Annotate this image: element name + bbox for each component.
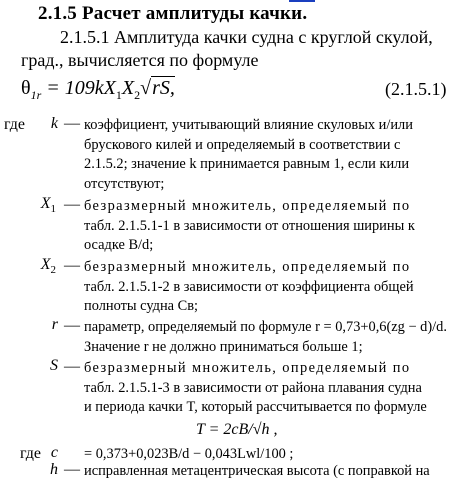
where2-label: где [20, 445, 42, 462]
formula-x2-sub: 2 [134, 88, 141, 102]
def-x2-line-1: безразмерный множитель, определяемый по [84, 259, 411, 275]
symbol-r: r [51, 316, 58, 333]
def-r-line-2: Значение r не должно приниматься больше 1; [84, 339, 363, 355]
def-x2-line-2: табл. 2.1.5.1-2 в зависимости от коэффициента общей [84, 279, 414, 295]
dash: — [64, 115, 80, 132]
period-formula: T = 2cB/√h , [196, 421, 278, 438]
symbol-x1: $X_1$ [40, 195, 56, 216]
def-x1-line-2: табл. 2.1.5.1-1 в зависимости от отношения ширины к [84, 218, 415, 234]
dash: — [64, 196, 80, 213]
symbol-k: k [50, 115, 58, 132]
symbol-s: S [50, 357, 58, 374]
formula-x2: X [121, 77, 135, 99]
symbol-x2: $X_2$ [40, 256, 56, 277]
top-link-mark [289, 0, 315, 2]
def-s-line-3: и периода качки T, который рассчитывается по формуле [84, 399, 427, 415]
main-formula [21, 77, 175, 103]
where-label: где [4, 116, 26, 133]
dash: — [64, 257, 80, 274]
section-title: 2.1.5 Расчет амплитуды качки. [38, 3, 308, 24]
symbol-c: c [50, 444, 58, 461]
formula-x1-sub: 1 [115, 88, 122, 102]
formula-rhs: = 109kX [41, 77, 116, 99]
def-x1-line-3: осадке B/d; [84, 237, 154, 253]
def-h-line-1: исправленная метацентрическая высота (с поправкой на [84, 463, 430, 479]
def-k-line-3: 2.1.5.2; значение k принимается равным 1, если кили [84, 156, 410, 172]
dash: — [64, 317, 80, 334]
def-x2-line-3: полноты судна Cв; [84, 298, 199, 314]
def-k-line-2: брускового килей и определяемый в соответствии с [84, 137, 401, 153]
intro-line-1: 2.1.5.1 Амплитуда качки судна с круглой скулой, [60, 27, 433, 47]
def-k-line-4: отсутствуют; [84, 176, 165, 192]
formula-lhs-sub: 1r [30, 88, 42, 102]
symbol-h: h [50, 461, 58, 478]
sqrt-sign: √ [140, 77, 152, 99]
dash: — [64, 358, 80, 375]
def-x1-line-1: безразмерный множитель, определяемый по [84, 198, 411, 214]
def-r-line-1: параметр, определяемый по формуле r = 0,73+0,6(zg − d)/d. [84, 319, 447, 335]
formula-number: (2.1.5.1) [385, 79, 447, 99]
def-c-line-1: = 0,373+0,023B/d − 0,043Lwl/100 ; [84, 446, 294, 462]
intro-line-2: град., вычисляется по формуле [21, 50, 259, 70]
formula-sqrt-arg: rS, [152, 77, 175, 99]
dash: — [64, 461, 80, 478]
def-s-line-1: безразмерный множитель, определяемый по [84, 360, 411, 376]
def-k-line-1: коэффициент, учитывающий влияние скуловых и/или [84, 117, 413, 133]
def-s-line-2: табл. 2.1.5.1-3 в зависимости от района плавания судна [84, 380, 422, 396]
formula-lhs: θ [21, 77, 31, 99]
